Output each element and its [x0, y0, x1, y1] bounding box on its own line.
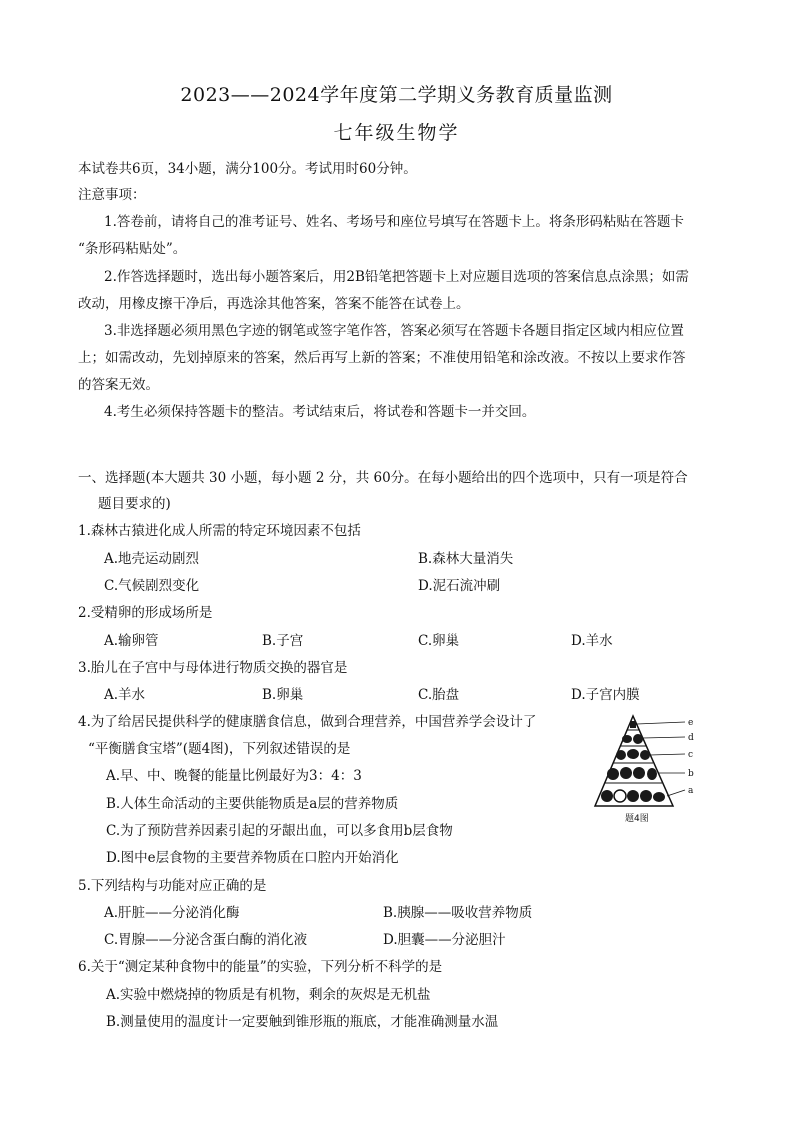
label-e: e — [688, 718, 694, 728]
q3-option-c: C.胎盘 — [418, 687, 460, 703]
note-3: 3.非选择题必须用黑色字迹的钢笔或签字笔作答，答案必须写在答题卡各题目指定区域内相应位置 — [104, 323, 684, 339]
q3-option-a: A.羊水 — [104, 687, 146, 703]
note-2-cont: 改动，用橡皮擦干净后，再选涂其他答案，答案不能答在试卷上。 — [78, 296, 470, 312]
rice-bowl-icon — [614, 790, 626, 802]
q5-stem: 5.下列结构与功能对应正确的是 — [78, 878, 267, 894]
note-1-cont: “条形码粘贴处”。 — [78, 241, 187, 257]
q6-stem: 6.关于“测定某种食物中的能量”的实验，下列分析不科学的是 — [78, 959, 443, 975]
label-c: c — [688, 750, 694, 760]
food-pyramid-figure — [587, 712, 705, 827]
section1-heading-cont: 题目要求的) — [98, 496, 171, 512]
label-a: a — [688, 786, 694, 796]
label-b: b — [688, 769, 694, 779]
q3-stem: 3.胎儿在子宫中与母体进行物质交换的器官是 — [78, 660, 348, 676]
note-4: 4.考生必须保持答题卡的整洁。考试结束后，将试卷和答题卡一并交回。 — [104, 404, 536, 420]
leader-line — [637, 722, 685, 724]
leader-line — [643, 737, 685, 738]
note-3-cont: 上；如需改动，先划掉原来的答案，然后再写上新的答案；不准使用铅笔和涂改液。不按以上要求作答 — [78, 350, 686, 366]
grain-icon — [601, 790, 613, 802]
q1-stem: 1.森林古猿进化成人所需的特定环境因素不包括 — [78, 523, 361, 539]
note-2: 2.作答选择题时，选出每小题答案后，用2B铅笔把答题卡上对应题目选项的答案信息点涂黑；如需 — [104, 269, 689, 285]
note-3-cont2: 的答案无效。 — [78, 377, 159, 393]
q1-option-c: C.气候剧烈变化 — [104, 578, 200, 594]
meat-icon — [616, 750, 626, 760]
q4-option-c: C.为了预防营养因素引起的牙龈出血，可以多食用b层食物 — [106, 823, 453, 839]
q6-option-a: A.实验中燃烧掉的物质是有机物，剩余的灰烬是无机盐 — [106, 987, 431, 1003]
q6-option-b: B.测量使用的温度计一定要触到锥形瓶的瓶底，才能准确测量水温 — [106, 1014, 499, 1030]
section1-heading: 一、选择题(本大题共 30 小题，每小题 2 分，共 60分。在每小题给出的四个选项中，只有一项是符合 — [78, 470, 688, 486]
dairy-icon — [622, 735, 632, 743]
q2-stem: 2.受精卵的形成场所是 — [78, 605, 213, 621]
figure-caption: 题4图 — [625, 814, 649, 824]
intro-text: 本试卷共6页，34小题，满分100分。考试用时60分钟。 — [78, 161, 417, 177]
corn-icon — [653, 792, 665, 802]
q3-option-b: B.卵巢 — [262, 687, 304, 703]
fish-icon — [627, 749, 639, 759]
exam-subject: 七年级生物学 — [333, 122, 460, 144]
q1-option-d: D.泥石流冲刷 — [418, 578, 501, 594]
q4-option-d: D.图中e层食物的主要营养物质在口腔内开始消化 — [106, 850, 399, 866]
fruit-icon — [633, 767, 645, 779]
vegetable-icon — [607, 768, 619, 780]
q4-option-a: A.早、中、晚餐的能量比例最好为3：4：3 — [106, 768, 362, 784]
leader-line — [650, 754, 685, 755]
q5-option-a: A.肝脏——分泌消化酶 — [104, 905, 240, 921]
q2-option-b: B.子宫 — [262, 633, 304, 649]
potato-icon — [640, 790, 652, 802]
note-1: 1.答卷前，请将自己的准考证号、姓名、考场号和座位号填写在答题卡上。将条形码粘贴在答题卡 — [104, 214, 684, 230]
q4-option-b: B.人体生命活动的主要供能物质是a层的营养物质 — [106, 796, 399, 812]
q2-option-a: A.输卵管 — [104, 633, 159, 649]
q4-stem-cont: “平衡膳食宝塔”(题4图)，下列叙述错误的是 — [88, 741, 351, 757]
egg-icon — [640, 750, 650, 760]
bean-icon — [633, 734, 643, 744]
notes-heading: 注意事项： — [78, 187, 146, 203]
q5-option-b: B.胰腺——吸收营养物质 — [383, 905, 533, 921]
q5-option-d: D.胆囊——分泌胆汁 — [383, 932, 506, 948]
q1-option-b: B.森林大量消失 — [418, 551, 514, 567]
label-d: d — [688, 733, 694, 743]
leader-line — [667, 790, 685, 796]
exam-title: 2023——2024学年度第二学期义务教育质量监测 — [180, 84, 613, 106]
q2-option-d: D.羊水 — [571, 633, 613, 649]
oil-icon — [630, 721, 636, 728]
q2-option-c: C.卵巢 — [418, 633, 460, 649]
q5-option-c: C.胃腺——分泌含蛋白酶的消化液 — [104, 932, 308, 948]
bread-icon — [627, 790, 639, 802]
vegetable-icon — [647, 768, 657, 780]
q3-option-d: D.子宫内膜 — [571, 687, 640, 703]
q4-stem: 4.为了给居民提供科学的健康膳食信息，做到合理营养，中国营养学会设计了 — [78, 714, 537, 730]
fruit-icon — [620, 767, 632, 779]
q1-option-a: A.地壳运动剧烈 — [104, 551, 200, 567]
